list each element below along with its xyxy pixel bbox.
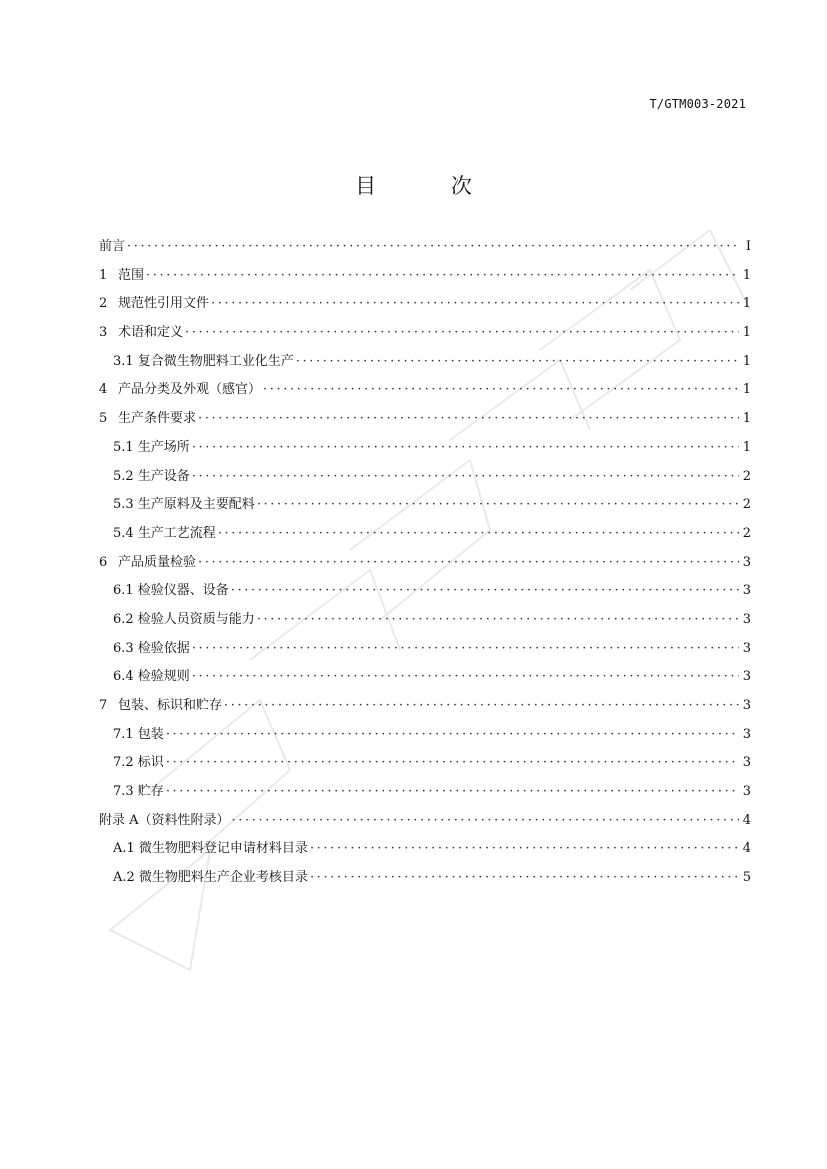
- toc-entry-page: 4: [742, 812, 751, 828]
- toc-entry[interactable]: [99, 637, 751, 666]
- toc-entry[interactable]: [99, 837, 751, 866]
- toc-entry[interactable]: [99, 809, 751, 838]
- toc-entry-page: I: [745, 239, 751, 254]
- toc-entry[interactable]: [99, 723, 751, 752]
- toc-leader-dots: [192, 669, 739, 684]
- toc-entry-number: 5: [99, 411, 108, 427]
- toc-entry-label: 7.3 贮存: [113, 784, 164, 800]
- toc-entry[interactable]: [99, 264, 751, 293]
- toc-entry[interactable]: [99, 780, 751, 809]
- toc-entry-label: 前言: [99, 239, 126, 254]
- toc-entry-label: 7.2 标识: [113, 755, 164, 771]
- toc-entry-page: 3: [742, 640, 751, 656]
- toc-entry-page: 2: [742, 468, 751, 484]
- toc-entry-page: 1: [742, 382, 751, 398]
- toc-entry-number: 2: [99, 296, 108, 312]
- toc-entry-label: 5.2 生产设备: [113, 468, 190, 484]
- toc-entry-number: 6: [99, 554, 108, 570]
- toc-entry-label: 5.1 生产场所: [113, 439, 190, 455]
- toc-entry-label: 7.1 包装: [113, 726, 164, 742]
- toc-leader-dots: [257, 497, 739, 512]
- toc-entry[interactable]: [99, 551, 751, 580]
- toc-entry-page: 3: [742, 583, 751, 599]
- toc-leader-dots: [166, 727, 739, 742]
- toc-entry-page: 3: [742, 698, 751, 713]
- toc-entry[interactable]: [99, 465, 751, 494]
- toc-entry-number: 1: [99, 267, 108, 283]
- toc-entry[interactable]: [99, 292, 751, 321]
- toc-entry-page: 1: [742, 353, 751, 369]
- toc-entry-page: 3: [742, 554, 751, 570]
- toc-entry[interactable]: [99, 350, 751, 379]
- toc-entry-label: A.1 微生物肥料登记申请材料目录: [113, 841, 308, 857]
- toc-entry-label: A.2 微生物肥料生产企业考核目录: [113, 870, 308, 886]
- toc-leader-dots: [192, 641, 739, 656]
- toc-entry[interactable]: [99, 694, 751, 723]
- toc-entry-page: 1: [742, 439, 751, 455]
- toc-entry-page: 5: [742, 870, 751, 886]
- toc-leader-dots: [263, 382, 739, 397]
- toc-entry-label: 6.2 检验人员资质与能力: [113, 611, 255, 627]
- toc-entry-page: 1: [742, 267, 751, 283]
- toc-entry-page: 2: [742, 497, 751, 513]
- toc-entry-number: 3: [99, 325, 108, 341]
- toc-entry[interactable]: [99, 579, 751, 608]
- toc-entry-number: 7: [99, 698, 108, 713]
- toc-entry[interactable]: [99, 321, 751, 350]
- toc-leader-dots: [310, 841, 739, 856]
- toc-entry-label: 附录 A（资料性附录）: [99, 812, 230, 828]
- toc-leader-dots: [192, 440, 739, 455]
- toc-leader-dots: [257, 612, 739, 627]
- toc-entry-label: 产品质量检验: [118, 554, 197, 570]
- toc-leader-dots: [211, 296, 739, 311]
- toc-leader-dots: [146, 268, 739, 283]
- toc-leader-dots: [198, 411, 739, 426]
- toc-leader-dots: [232, 813, 739, 828]
- toc-entry-page: 3: [742, 784, 751, 800]
- toc-entry[interactable]: [99, 235, 751, 264]
- toc-entry[interactable]: [99, 407, 751, 436]
- toc-entry-label: 包装、标识和贮存: [118, 698, 223, 713]
- toc-entry-number: 4: [99, 382, 108, 398]
- toc-entry[interactable]: [99, 378, 751, 407]
- toc-entry-page: 1: [742, 411, 751, 427]
- toc-leader-dots: [185, 325, 739, 340]
- toc-entry-label: 5.4 生产工艺流程: [113, 525, 216, 541]
- toc-leader-dots: [198, 555, 739, 570]
- toc-entry-page: 3: [742, 726, 751, 742]
- toc-entry-page: 4: [742, 841, 751, 857]
- toc-entry-label: 6.3 检验依据: [113, 640, 190, 656]
- toc-entry-label: 5.3 生产原料及主要配料: [113, 497, 255, 513]
- toc-leader-dots: [166, 784, 739, 799]
- toc-leader-dots: [192, 469, 739, 484]
- toc-entry-label: 6.4 检验规则: [113, 669, 190, 685]
- toc-leader-dots: [166, 755, 739, 770]
- toc-entry[interactable]: [99, 866, 751, 895]
- toc-entry-page: 3: [742, 669, 751, 685]
- toc-entry-page: 2: [742, 525, 751, 541]
- toc-entry[interactable]: [99, 608, 751, 637]
- toc-leader-dots: [310, 870, 739, 885]
- toc-leader-dots: [296, 354, 739, 369]
- toc-leader-dots: [127, 239, 739, 254]
- toc-entry[interactable]: [99, 665, 751, 694]
- toc-leader-dots: [218, 526, 739, 541]
- toc-entry-label: 范围: [118, 267, 145, 283]
- toc-leader-dots: [231, 583, 739, 598]
- toc-entry-label: 产品分类及外观（感官）: [118, 382, 262, 398]
- toc-entry-page: 3: [742, 611, 751, 627]
- toc-entry-page: 1: [742, 325, 751, 341]
- toc-entry[interactable]: [99, 493, 751, 522]
- toc-entry-label: 6.1 检验仪器、设备: [113, 583, 229, 599]
- toc-entry-label: 规范性引用文件: [118, 296, 210, 312]
- toc-entry[interactable]: [99, 436, 751, 465]
- toc-entry[interactable]: [99, 522, 751, 551]
- toc-entry-label: 3.1 复合微生物肥料工业化生产: [113, 353, 294, 369]
- toc-entry-page: 3: [742, 755, 751, 771]
- toc-entry[interactable]: [99, 751, 751, 780]
- toc-entry-label: 术语和定义: [118, 325, 184, 341]
- toc-entry-page: 1: [742, 296, 751, 312]
- toc-leader-dots: [224, 698, 739, 713]
- table-of-contents: [99, 235, 751, 895]
- page-title: 目 次: [355, 174, 506, 198]
- document-code: T/GTM003-2021: [649, 97, 746, 111]
- toc-entry-label: 生产条件要求: [118, 411, 197, 427]
